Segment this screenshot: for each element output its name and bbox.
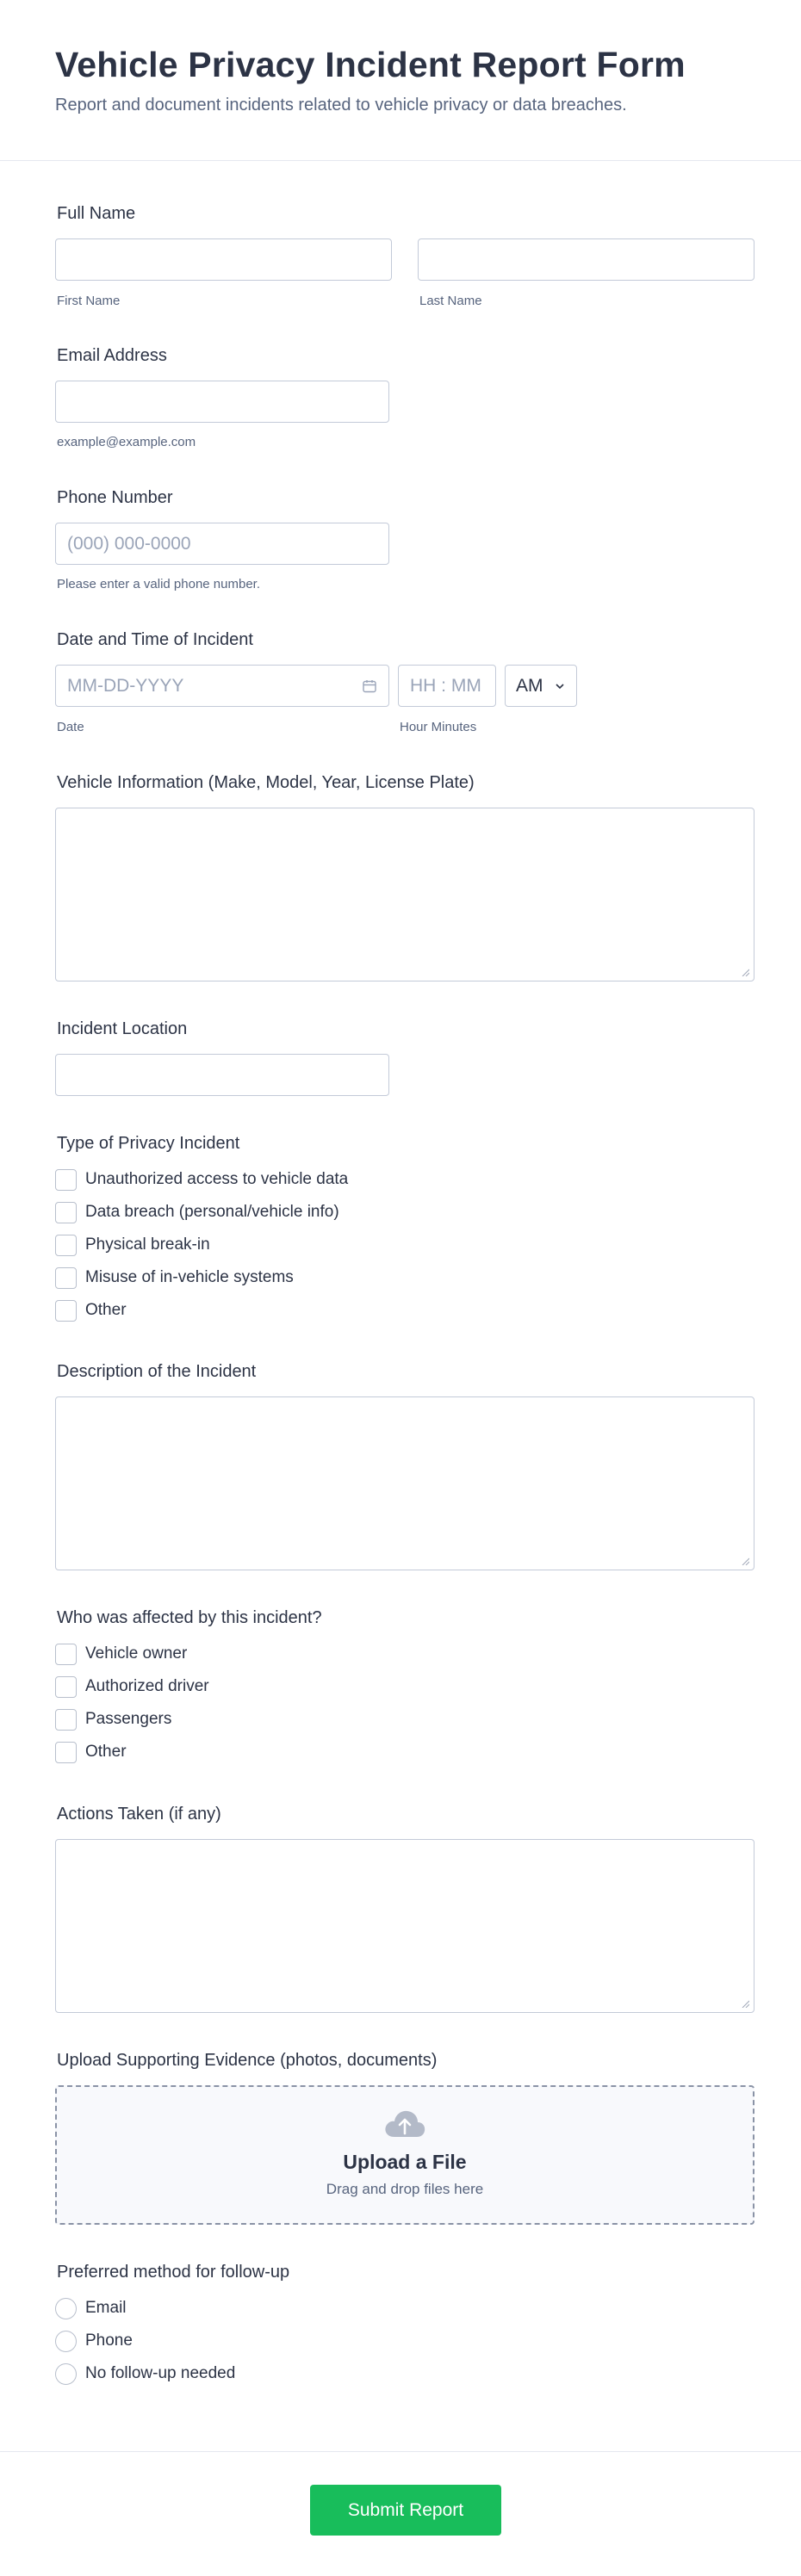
option-label: Other — [85, 1301, 127, 1319]
description-field — [55, 1362, 754, 1570]
option-label: Physical break-in — [85, 1235, 210, 1254]
upload-field — [55, 2051, 754, 2225]
checkbox[interactable] — [55, 1235, 77, 1256]
resize-handle-icon[interactable] — [741, 1999, 749, 2008]
phone-label: Phone Number — [57, 488, 173, 507]
last-name-sublabel: Last Name — [419, 294, 482, 308]
option-label: Email — [85, 2299, 127, 2317]
email-field — [55, 346, 754, 449]
upload-title: Upload a File — [343, 2151, 467, 2173]
option-label: Other — [85, 1743, 127, 1761]
followup-field — [55, 2263, 754, 2390]
date-sublabel: Date — [57, 720, 84, 734]
calendar-icon[interactable] — [362, 678, 377, 694]
incident-type-option[interactable] — [55, 1294, 754, 1327]
incident-type-option[interactable] — [55, 1229, 754, 1261]
actions-field — [55, 1805, 754, 2013]
email-sublabel: example@example.com — [57, 435, 196, 449]
affected-option[interactable] — [55, 1703, 754, 1736]
incident-type-field — [55, 1134, 754, 1327]
location-input[interactable] — [55, 1054, 389, 1096]
option-label: Misuse of in-vehicle systems — [85, 1268, 294, 1286]
datetime-label: Date and Time of Incident — [57, 630, 253, 649]
option-label: Unauthorized access to vehicle data — [85, 1170, 349, 1188]
full-name-label: Full Name — [57, 204, 136, 223]
phone-field — [55, 488, 754, 591]
upload-subtitle: Drag and drop files here — [326, 2181, 484, 2197]
followup-label: Preferred method for follow-up — [57, 2263, 290, 2282]
date-input[interactable] — [55, 665, 389, 707]
last-name-input[interactable] — [418, 238, 754, 281]
incident-type-option[interactable] — [55, 1163, 754, 1196]
location-label: Incident Location — [57, 1019, 188, 1038]
upload-label: Upload Supporting Evidence (photos, documents) — [57, 2051, 438, 2070]
incident-type-label: Type of Privacy Incident — [57, 1134, 240, 1153]
full-name-field — [55, 204, 754, 308]
form-body — [0, 204, 801, 2390]
phone-sublabel: Please enter a valid phone number. — [57, 577, 260, 591]
ampm-select[interactable] — [505, 665, 577, 707]
chevron-down-icon — [554, 680, 566, 692]
checkbox[interactable] — [55, 1709, 77, 1731]
datetime-field — [55, 630, 754, 734]
affected-option[interactable] — [55, 1736, 754, 1768]
incident-type-option[interactable] — [55, 1196, 754, 1229]
vehicle-info-field — [55, 773, 754, 981]
followup-option[interactable] — [55, 2325, 754, 2357]
vehicle-info-label: Vehicle Information (Make, Model, Year, License Plate) — [57, 773, 475, 792]
email-label: Email Address — [57, 346, 167, 365]
cloud-upload-icon — [382, 2108, 427, 2140]
form-header — [0, 0, 801, 161]
description-label: Description of the Incident — [57, 1362, 257, 1381]
affected-option[interactable] — [55, 1670, 754, 1703]
followup-option[interactable] — [55, 2292, 754, 2325]
actions-textarea[interactable] — [55, 1839, 754, 2013]
checkbox[interactable] — [55, 1267, 77, 1289]
option-label: Authorized driver — [85, 1677, 209, 1695]
option-label: Phone — [85, 2331, 133, 2350]
resize-handle-icon[interactable] — [741, 968, 749, 976]
resize-handle-icon[interactable] — [741, 1557, 749, 1565]
incident-type-option[interactable] — [55, 1261, 754, 1294]
affected-field — [55, 1608, 754, 1768]
option-label: Vehicle owner — [85, 1644, 188, 1663]
actions-label: Actions Taken (if any) — [57, 1805, 221, 1824]
phone-input[interactable]: (000) 000-0000 — [55, 523, 389, 565]
checkbox[interactable] — [55, 1644, 77, 1665]
ampm-value: AM — [516, 675, 543, 696]
location-field — [55, 1019, 754, 1096]
checkbox[interactable] — [55, 1742, 77, 1763]
affected-option[interactable] — [55, 1638, 754, 1670]
option-label: Passengers — [85, 1710, 172, 1728]
radio[interactable] — [55, 2298, 77, 2319]
checkbox[interactable] — [55, 1676, 77, 1698]
file-drop-zone[interactable] — [55, 2085, 754, 2225]
page-subtitle: Report and document incidents related to vehicle privacy or data breaches. — [55, 96, 627, 115]
option-label: Data breach (personal/vehicle info) — [85, 1203, 339, 1221]
radio[interactable] — [55, 2331, 77, 2352]
option-label: No follow-up needed — [85, 2364, 236, 2382]
submit-button[interactable]: Submit Report — [310, 2485, 501, 2536]
first-name-input[interactable] — [55, 238, 392, 281]
page-title: Vehicle Privacy Incident Report Form — [55, 45, 686, 84]
time-input[interactable]: HH : MM — [398, 665, 496, 707]
email-input[interactable] — [55, 381, 389, 423]
description-textarea[interactable] — [55, 1396, 754, 1570]
date-placeholder: MM-DD-YYYY — [67, 675, 184, 696]
checkbox[interactable] — [55, 1169, 77, 1191]
first-name-sublabel: First Name — [57, 294, 121, 308]
checkbox[interactable] — [55, 1202, 77, 1223]
vehicle-info-textarea[interactable] — [55, 808, 754, 981]
affected-label: Who was affected by this incident? — [57, 1608, 322, 1627]
followup-option[interactable] — [55, 2357, 754, 2390]
form-footer — [0, 2451, 801, 2576]
time-sublabel: Hour Minutes — [400, 720, 477, 734]
radio[interactable] — [55, 2363, 77, 2385]
checkbox[interactable] — [55, 1300, 77, 1322]
